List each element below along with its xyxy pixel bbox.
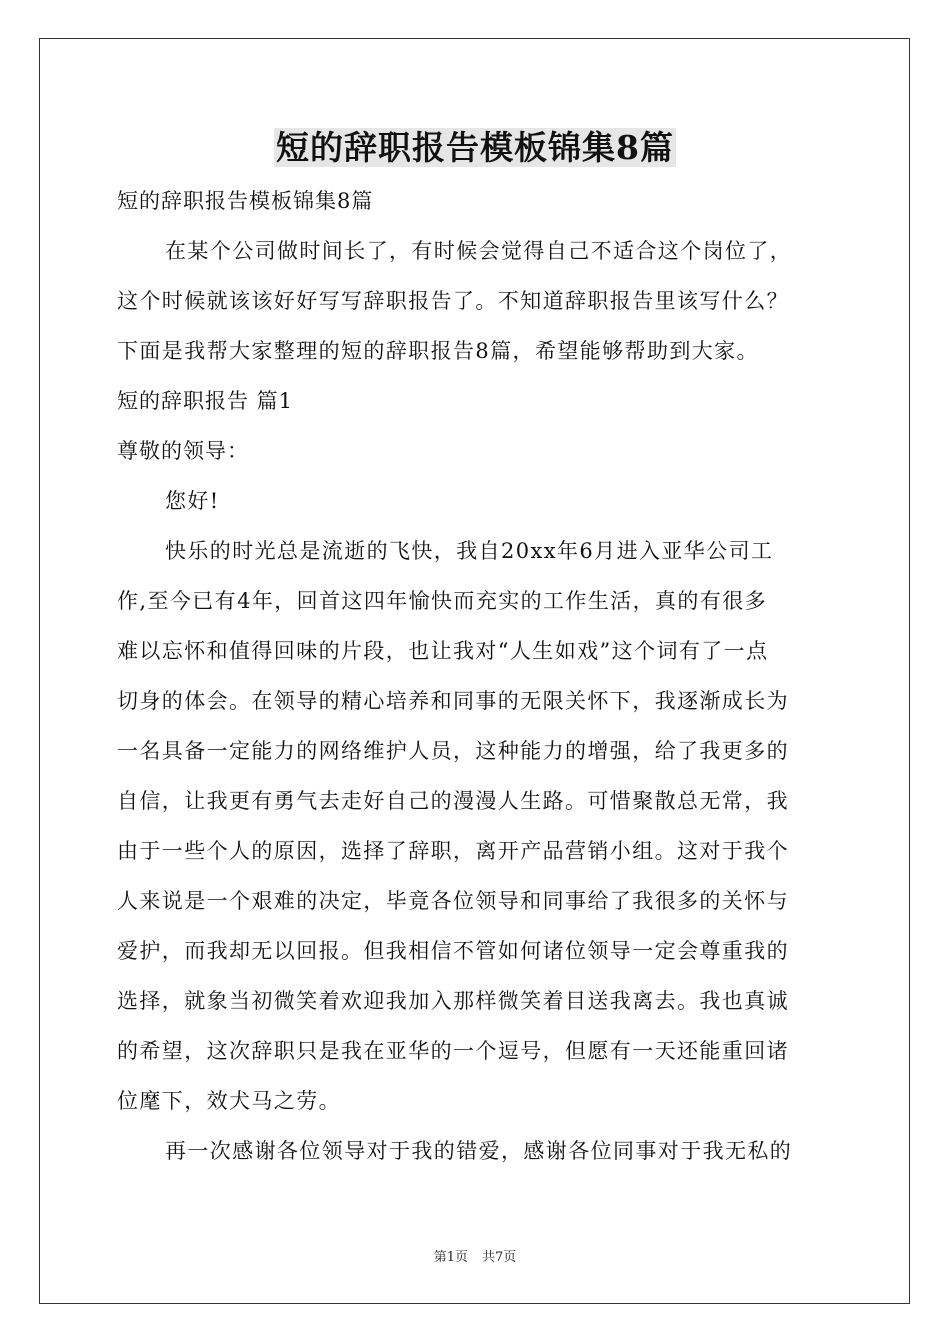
body-line: 难以忘怀和值得回味的片段，也让我对“人生如戏”这个词有了一点	[117, 639, 769, 663]
page-number: 第1页	[433, 1250, 468, 1265]
section-heading: 短的辞职报告 篇1	[117, 389, 294, 413]
body-line: 由于一些个人的原因，选择了辞职，离开产品营销小组。这对于我个	[117, 839, 789, 863]
document-subtitle: 短的辞职报告模板锦集8篇	[117, 189, 374, 213]
document-title	[0, 124, 950, 172]
body-line: 快乐的时光总是流逝的飞快，我自20xx年6月进入亚华公司工	[165, 539, 774, 563]
body-line: 爱护，而我却无以回报。但我相信不管如何诸位领导一定会尊重我的	[117, 939, 789, 963]
intro-line: 这个时候就该该好好写写辞职报告了。不知道辞职报告里该写什么？	[117, 289, 789, 313]
body-line: 一名具备一定能力的网络维护人员，这种能力的增强，给了我更多的	[117, 739, 789, 763]
body-line: 人来说是一个艰难的决定，毕竟各位领导和同事给了我很多的关怀与	[117, 889, 789, 913]
body-line: 的希望，这次辞职只是我在亚华的一个逗号，但愿有一天还能重回诸	[117, 1039, 789, 1063]
greeting: 您好!	[165, 489, 220, 513]
document-body	[117, 176, 833, 1176]
closing-paragraph	[117, 1126, 833, 1176]
body-line: 选择，就象当初微笑着欢迎我加入那样微笑着目送我离去。我也真诚	[117, 989, 789, 1013]
greeting-paragraph	[117, 476, 833, 526]
body-paragraph	[117, 526, 833, 1126]
body-line: 自信，让我更有勇气去走好自己的漫漫人生路。可惜聚散总无常，我	[117, 789, 789, 813]
body-line: 切身的体会。在领导的精心培养和同事的无限关怀下，我逐渐成长为	[117, 689, 789, 713]
closing-line: 再一次感谢各位领导对于我的错爱，感谢各位同事对于我无私的	[165, 1139, 793, 1163]
document-title-text: 短的辞职报告模板锦集8篇	[276, 128, 674, 167]
body-line: 作,至今已有4年，回首这四年愉快而充实的工作生活，真的有很多	[117, 589, 768, 613]
body-line: 位麾下，效犬马之劳。	[117, 1089, 341, 1113]
salutation: 尊敬的领导：	[117, 439, 249, 463]
page-total: 共7页	[482, 1250, 517, 1265]
page-footer	[0, 1246, 950, 1265]
intro-line: 在某个公司做时间长了，有时候会觉得自己不适合这个岗位了，	[165, 239, 793, 263]
intro-paragraph	[117, 226, 833, 376]
intro-line: 下面是我帮大家整理的短的辞职报告8篇，希望能够帮助到大家。	[117, 339, 759, 363]
